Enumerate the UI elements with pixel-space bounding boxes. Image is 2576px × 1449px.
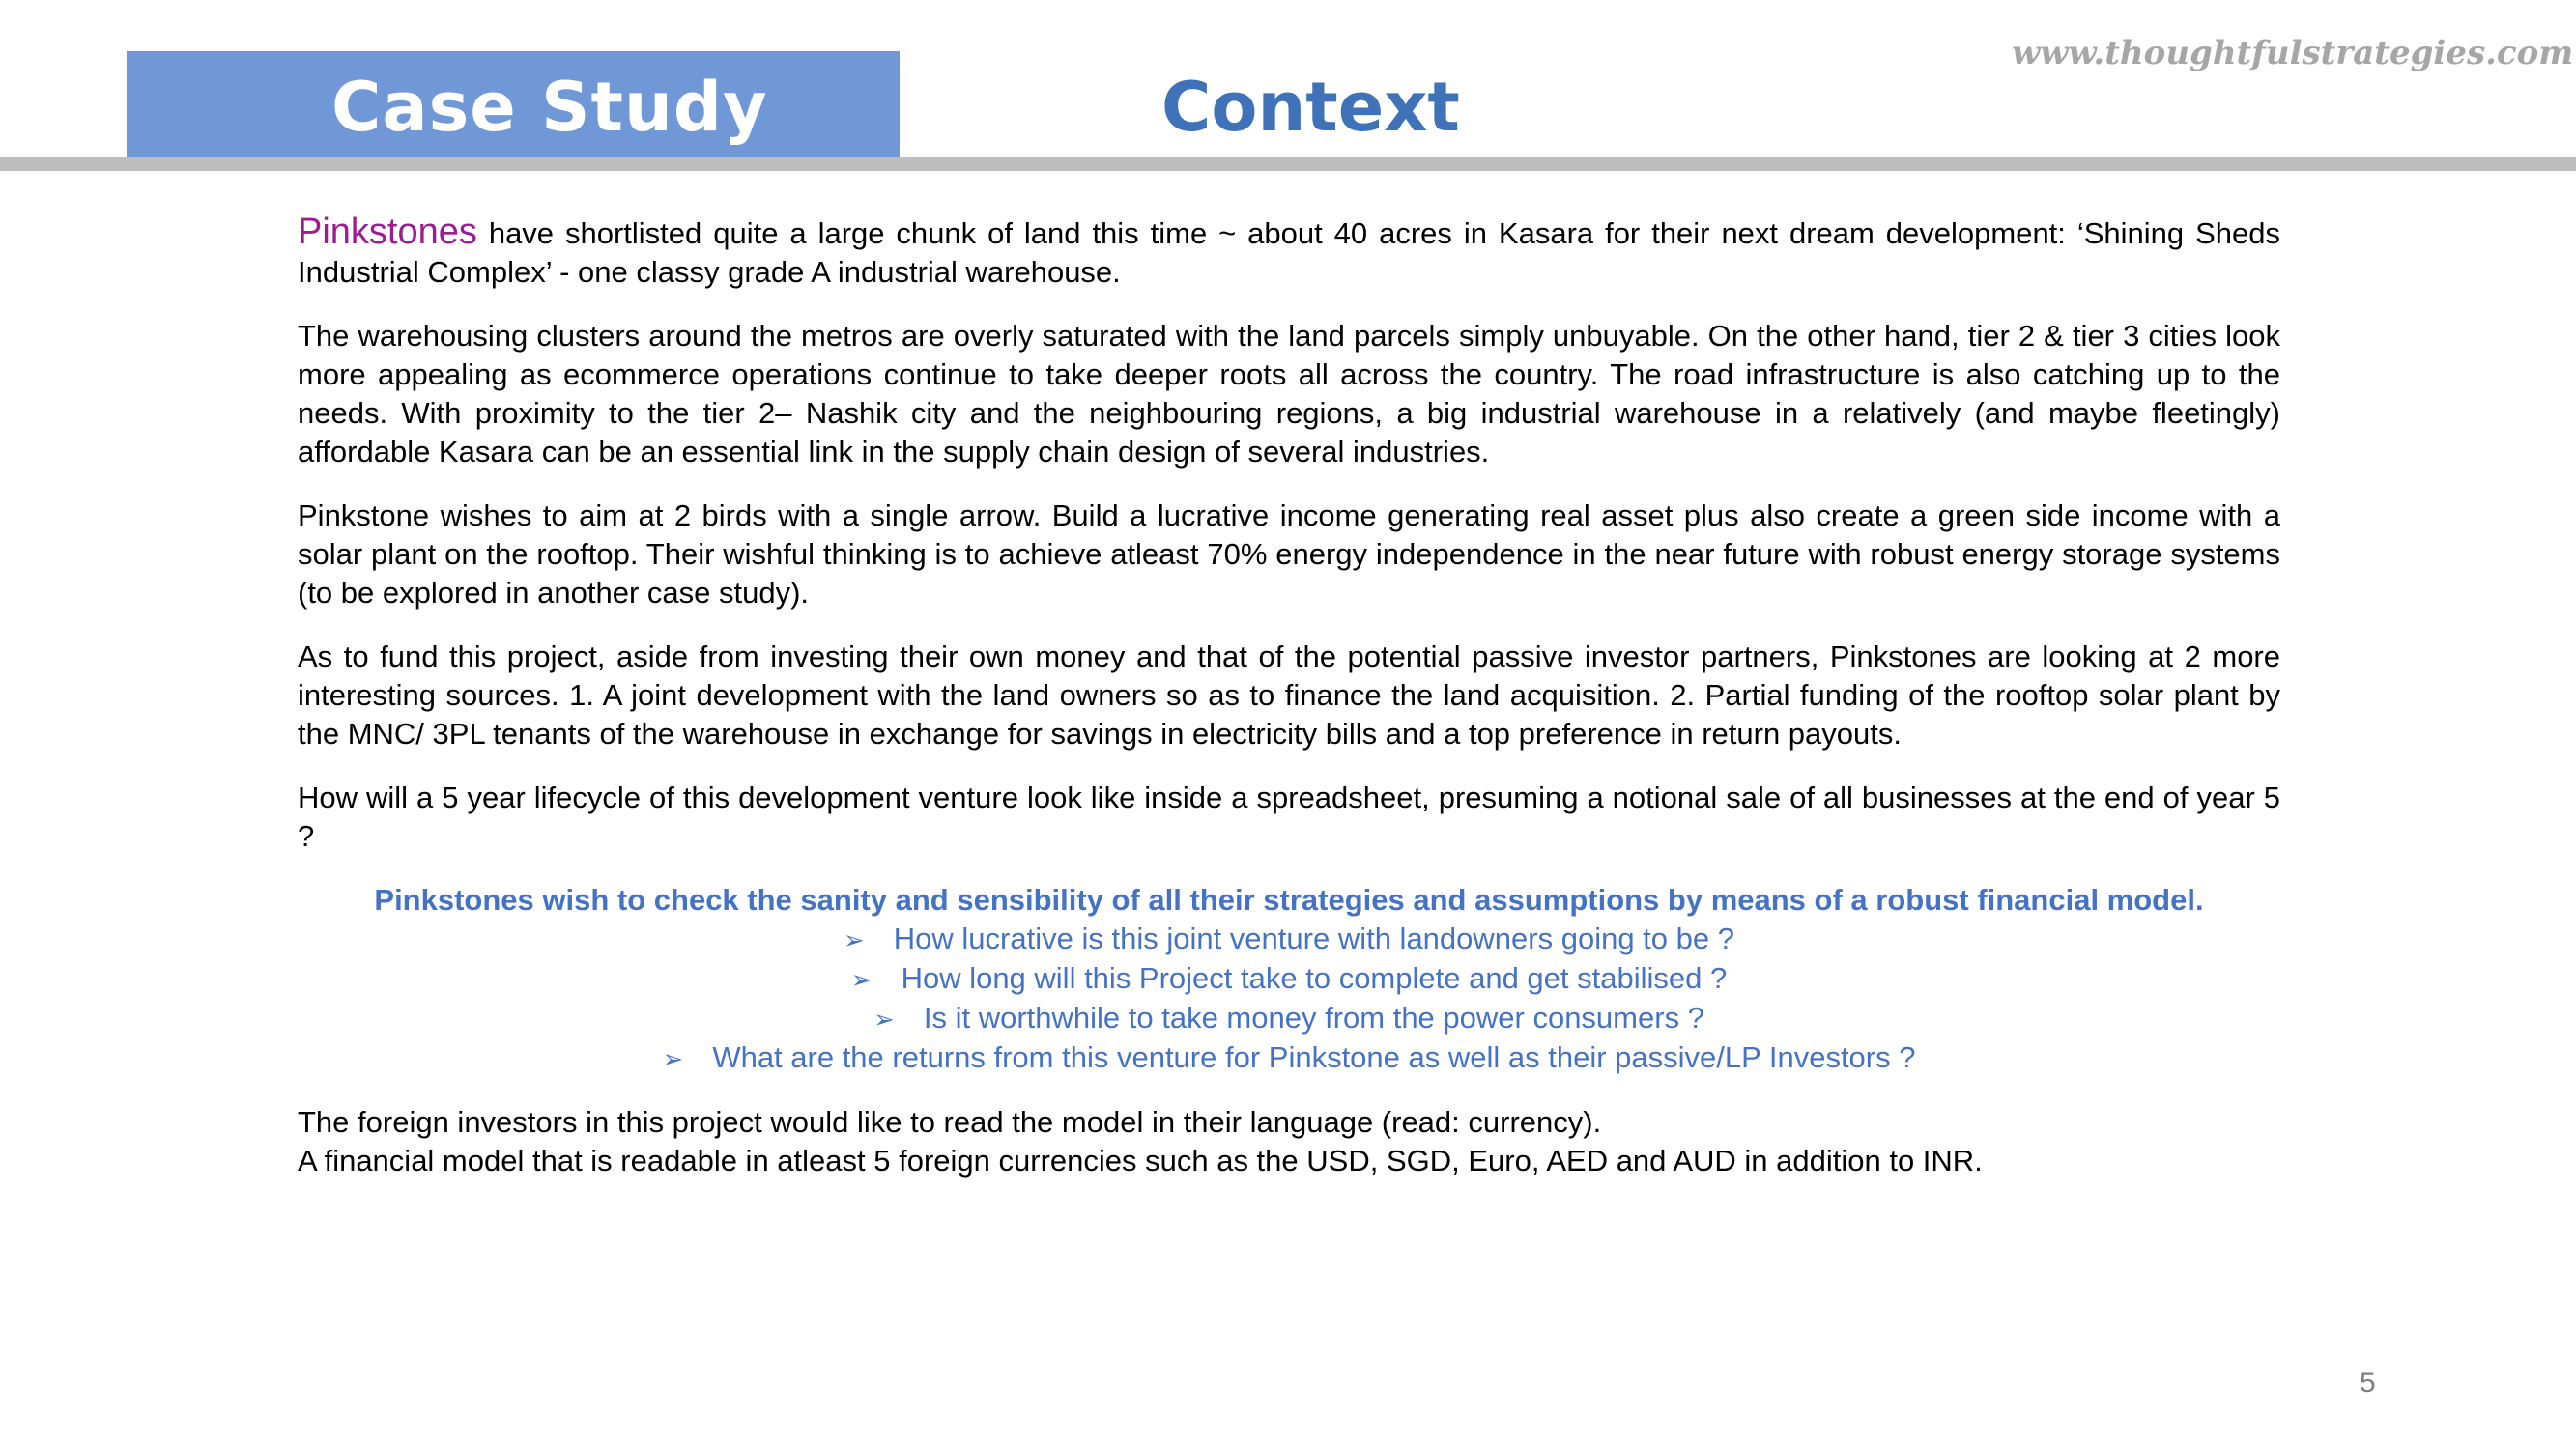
section-label: Case Study	[331, 68, 768, 147]
question-item: ➢ How lucrative is this joint venture with landowners going to be ?	[298, 920, 2280, 959]
questions-lead: Pinkstones wish to check the sanity and sensibility of all their strategies and assumptions by means of a robust financial model.	[374, 883, 2204, 917]
website-url: www.thoughtfulstrategies.com	[2012, 34, 2574, 72]
key-questions	[298, 881, 2280, 1078]
paragraph-warehousing: The warehousing clusters around the metros are overly saturated with the land parcels simply unbuyable. On the other hand, tier 2 & tier 3 cities look more appealing as ecommerce operations continue to take deeper roots all across the country. The road infrastructure is also catching up to the needs. With proximity to the tier 2– Nashik city and the neighbouring regions, a big industrial warehouse in a relatively (and maybe fleetingly) affordable Kasara can be an essential link in the supply chain design of several industries.	[298, 319, 2280, 469]
brand-name: Pinkstones	[298, 212, 477, 252]
paragraph-lifecycle: How will a 5 year lifecycle of this development venture look like inside a spreadsheet, presuming a notional sale of all businesses at the end of year 5 ?	[298, 781, 2280, 853]
paragraph-solar: Pinkstone wishes to aim at 2 birds with a single arrow. Build a lucrative income generating real asset plus also create a green side income with a solar plant on the rooftop. Their wishful thinking is to achieve atleast 70% energy independence in the near future with robust energy storage systems (to be explored in another case study).	[298, 498, 2280, 610]
closing-line-1: The foreign investors in this project would like to read the model in their language (read: currency).	[298, 1105, 1602, 1139]
question-item: ➢ Is it worthwhile to take money from the power consumers ?	[298, 999, 2280, 1038]
arrow-bullet-icon: ➢	[873, 1005, 895, 1034]
header-divider	[0, 157, 2576, 171]
arrow-bullet-icon: ➢	[662, 1044, 684, 1073]
intro-text: have shortlisted quite a large chunk of land this time ~ about 40 acres in Kasara for their next dream development: ‘Shining Sheds Industrial Complex’ - one classy grade A industrial warehouse.	[298, 216, 2280, 289]
page-title: Context	[1161, 68, 1460, 147]
page-number: 5	[2360, 1367, 2376, 1399]
paragraph-funding: As to fund this project, aside from investing their own money and that of the potential passive investor partners, Pinkstones are looking at 2 more interesting sources. 1. A joint development with the land owners so as to finance the land acquisition. 2. Partial funding of the rooftop solar plant by the MNC/ 3PL tenants of the warehouse in exchange for savings in electricity bills and a top preference in return payouts.	[298, 639, 2280, 751]
arrow-bullet-icon: ➢	[844, 925, 865, 954]
question-item: ➢ How long will this Project take to complete and get stabilised ?	[298, 959, 2280, 999]
arrow-bullet-icon: ➢	[850, 965, 873, 994]
closing-line-2: A financial model that is readable in atleast 5 foreign currencies such as the USD, SGD, Euro, AED and AUD in addition to INR.	[298, 1144, 1983, 1178]
intro-paragraph	[298, 213, 2280, 292]
slide-body	[298, 213, 2280, 1180]
question-item: ➢ What are the returns from this venture for Pinkstone as well as their passive/LP Investors ?	[298, 1038, 2280, 1078]
